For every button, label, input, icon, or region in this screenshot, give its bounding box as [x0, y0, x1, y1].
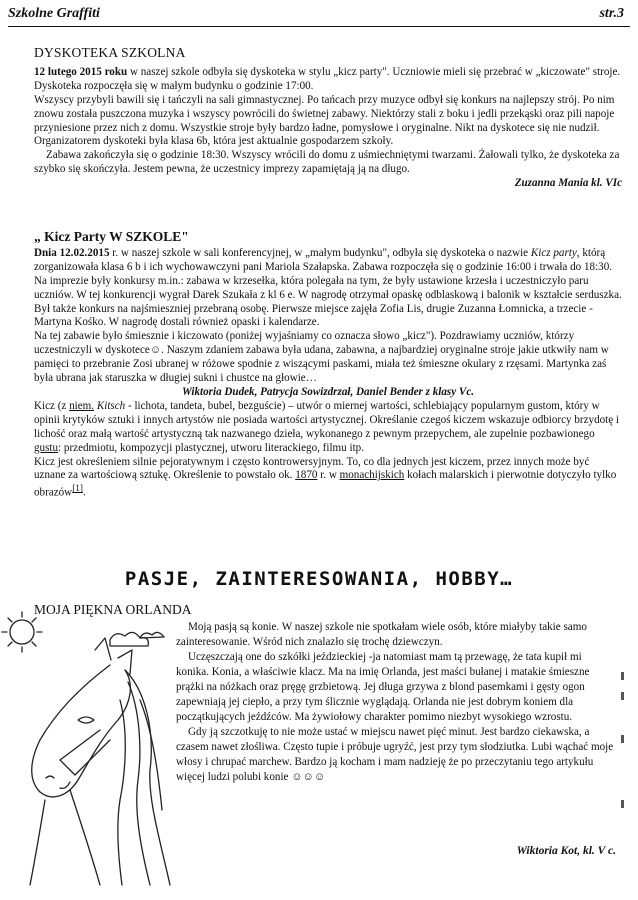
article-paragraph: Na tej zabawie było śmiesznie i kiczowato (poniżej wyjaśniamy co oznacza słowo „kicz"). Pozdrawiamy uczniów, którzy uczestniczyli w dyskotece☺. Naszym zdaniem zabawa była udana, zabawna, a najbardziej oryginalne stroje jakie utkwiły nam w pamięci to przebranie Zosi ubranej w różowe spodnie z wiszącymi paskami, miała też śmieszne okulary z rzęsami. Martynka zaś była ubrana jak staruszka w długiej sukni i chustce na głowie… — [34, 330, 609, 385]
italic-text: Kicz party — [530, 246, 577, 259]
article-orlanda-body — [176, 620, 616, 785]
article-title: „ Kicz Party W SZKOLE" — [34, 229, 189, 244]
author-signature: Wiktoria Kot, kl. V c. — [516, 845, 616, 857]
definition-text: Kicz jest określeniem silnie pejoratywnym i często kontrowersyjnym. To, co dla jednych jest kiczem, przez innych może być uznane za wartościową sztukę. Określenie to powstało ok. — [34, 455, 590, 482]
definition-text: : przedmiotu, kompozycji plastycznej, utworu literackiego, filmu itp. — [58, 441, 364, 454]
date-bold: 12 lutego 2015 roku — [34, 65, 128, 78]
link-monachijskich[interactable]: monachijskich — [339, 469, 405, 482]
header-rule — [8, 26, 630, 27]
paragraph-text: , którą zorganizowała klasa 6 b i ich wychowawczyni pani Mariola Szałapska. Zabawa rozpoczęła się o godzinie 16:00 i trwała do 18:30. — [34, 246, 613, 273]
article-paragraph: Uczęszczają one do szkółki jeździeckiej -ja natomiast mam tą przewagę, że tata kupił mi konika. Konia, a właściwie klacz. Ma na imię Orlanda, jest maści bułanej i matakie śmieszne prążki na nóżkach oraz pręgę grzbietową. Jej długa grzywa z blond pasemkami i gęsty ogon zapewniają jej ciepło, a przy tym ślicznie wyglądają. Orlanda nie jest dobrym koniem dla początkujących jeźdźców. Ma żywiołowy charakter pomimo niezbyt wysokiego wzrostu. — [176, 651, 590, 723]
article-kicz-party — [34, 230, 622, 501]
newspaper-title: Szkolne Graffiti — [8, 6, 100, 21]
article-paragraph — [34, 66, 622, 94]
article-paragraph: Na imprezie były konkursy m.in.: zabawa w krzesełka, która polegała na tym, że były ustawione krzesła i uczestniczyło paru uczniów. W tej konkurencji wygrał Darek Szukała z kl 6 e. W nagrodę otrzymał opaskę odblaskową i balonik w kształcie serduszka. Był także konkurs na najśmieszniej przebraną osobę. Pierwsze miejsce zajęła Zofia Lis, drugie Zuzanna Łomnicka, a trzecie - Martyna Kośko. W nagrodę dostali również opaski i kalendarze. — [34, 274, 622, 329]
article-paragraph: Moją pasją są konie. W naszej szkole nie spotkałam wiele osób, które miałyby takie samo zainteresowanie. Wśród nich znalazło się trochę dziewczyn. — [176, 621, 587, 648]
footnote-link[interactable]: [1] — [72, 484, 83, 495]
page-header — [8, 4, 630, 26]
author-signature: Zuzanna Mania kl. VIc — [514, 177, 622, 190]
link-niem[interactable]: niem. — [69, 399, 95, 412]
scan-mark — [621, 692, 624, 700]
paragraph-text: w naszej szkole odbyła się dyskoteka w stylu „kicz party". Uczniowie mieli się przebrać w „kiczowate" stroje. Dyskoteka rozpoczęła się w małym budynku o godzinie 17:00. — [34, 65, 621, 92]
article-paragraph: Wszyscy przybyli bawili się i tańczyli na sali gimnastycznej. Po tańcach przy muzyce odbył się konkurs na najlepszy strój. Po nim znowu została puszczona muzyka i wszyscy powrócili do świetnej zabawy. Niektórzy stali z boku i jedli przekąski oraz pili napoje przyniesione przez nich z domu. Wszystkie stroje były bardzo ładne, pomysłowe i oryginalne. Nikt na dyskotece się nie nudził. Organizatorem dyskoteki była klasa 6b, która jest aktualnie gospodarzem szkoły. — [34, 93, 615, 148]
article-paragraph: Zabawa zakończyła się o godzinie 18:30. Wszyscy wrócili do domu z uśmiechniętymi twarzami. Żałowali tylko, że dyskoteka za szybko się skończyła. Jestem pewna, że uczestnicy imprezy zapamiętają ją na długo. — [34, 149, 620, 176]
scan-mark — [621, 735, 624, 743]
article-title: DYSKOTEKA SZKOLNA — [34, 45, 186, 60]
link-gustu[interactable]: gustu — [34, 441, 59, 454]
scan-mark — [621, 672, 624, 680]
date-bold: Dnia 12.02.2015 — [34, 246, 110, 259]
definition-paragraph — [34, 456, 622, 501]
author-signature: Wiktoria Dudek, Patrycja Sowizdrzał, Daniel Bender z klasy Vc. — [181, 385, 475, 398]
article-paragraph: Gdy ją szczotkuję to nie może ustać w miejscu nawet pięć minut. Jest bardzo ciekawska, a czasem nawet złośliwa. Często tupie i próbuje ugryźć, jest przy tym słodziutka. Lubi wąchać moje włosy i chrupać marchew. Bardzo ją kocham i mam nadzieję że po przeczytaniu tego artykułu więcej ludzi polubi konie ☺☺☺ — [176, 726, 614, 783]
definition-text: . — [83, 487, 86, 499]
paragraph-text: r. w naszej szkole w sali konferencyjnej, w „małym budynku", odbyła się dyskoteka o nazwie — [109, 246, 531, 259]
link-year[interactable]: 1870 — [295, 469, 318, 482]
section-heading: PASJE, ZAINTERESOWANIA, HOBBY… — [124, 568, 514, 590]
article-title: MOJA PIĘKNA ORLANDA — [34, 602, 192, 617]
definition-paragraph — [34, 400, 622, 456]
definition-text: kołach malarskich i pierwotnie dotyczyło tylko obrazów — [34, 469, 617, 499]
page-number: str.3 — [599, 6, 624, 21]
article-paragraph — [34, 247, 622, 275]
definition-text: Kicz (z — [34, 399, 70, 412]
scan-mark — [621, 800, 624, 808]
horse-drawing-icon — [0, 610, 175, 890]
definition-text: r. w — [317, 469, 340, 482]
article-dyskoteka — [34, 46, 622, 191]
definition-text: - lichota, tandeta, bubel, bezguście) – utwór o miernej wartości, schlebiający popularnym gustom, który w opinii krytyków sztuki i innych artystów nie posiada wartości artystycznej. Określanie czegoś kiczem wskazuje odbiorcy brzydotę i lichość oraz małą wartość artystyczną tak nazwanego dzieła, wykonanego z pewnym przepychem, ale zupełnie pozbawionego — [34, 399, 620, 440]
italic-text: Kitsch — [96, 399, 126, 412]
